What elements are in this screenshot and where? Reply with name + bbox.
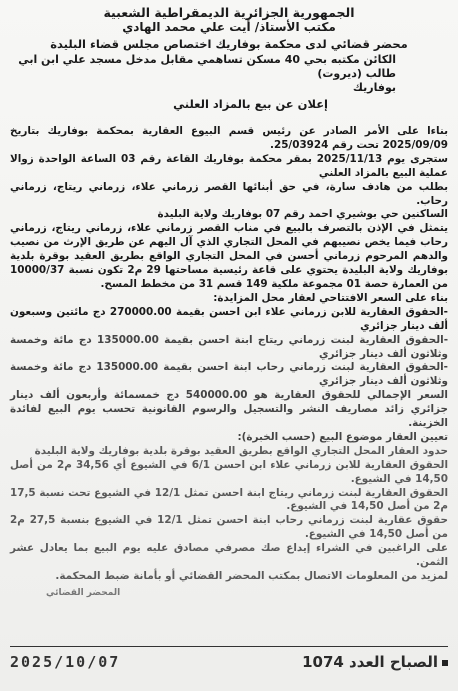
body-paragraph: الحقوق العقارية لبنت زرماني ريتاج ابنة احسن تمثل 12/1 في الشيوع تحت نسبة 17,5 م2 من أصل 14,50 في الشيوع. xyxy=(10,486,449,513)
body-paragraph: الحقوق العقارية للابن زرماني علاء ابن احسن 6/1 في الشيوع أي 34,56 م2 من أصل 14,50 في الشيوع. xyxy=(10,458,449,485)
notice-body xyxy=(10,125,448,584)
body-paragraph: حقوق عقارية لبنت زرماني رحاب ابنة احسن تمثل 12/1 في الشيوع بنسبة 27,5 م2 من أصل 14,50 في الشيوع. xyxy=(10,514,448,541)
body-paragraph: -الحقوق العقارية للابن زرماني علاء ابن احسن بقيمة 270000.00 دج مائتين وسبعون ألف دينار جزائري xyxy=(10,305,448,332)
header-bailiff: محضر قضائي لدى محكمة بوفاريك اختصاص مجلس قضاء البليدة xyxy=(50,37,408,51)
header-city: بوفاريك xyxy=(352,81,396,94)
body-paragraph: السعر الإجمالي للحقوق العقارية هو 540000.00 دج خمسمائة وأربعون ألف دينار جزائري زائد مصاريف النشر والتسجيل والرسوم القانونية تحسب يوم البيع لفائدة الخزينة. xyxy=(10,389,448,430)
newspaper-footer xyxy=(10,646,448,671)
header-address-line: الكائن مكتبه بحي 40 مسكن تساهمي مقابل مدخل مسجد علي ابن ابي طالب (ديروت) xyxy=(18,53,396,80)
body-paragraph: -الحقوق العقارية لبنت زرماني ريتاج ابنة احسن بقيمة 135000.00 دج مائة وخمسة وثلاثون ألف دينار جزائري xyxy=(10,333,449,360)
body-paragraph: -الحقوق العقارية لبنت زرماني رحاب ابنة احسن بقيمة 135000.00 دج مائة وخمسة وثلاثون ألف دينار جزائري xyxy=(10,361,448,388)
header-republic: الجمهورية الجزائرية الديمقراطية الشعبية xyxy=(103,5,355,20)
body-paragraph: يتمثل في الإذن بالتصرف بالبيع في مناب القصر زرماني علاء، زرماني ريتاج، زرماني رحاب فيما يخص نصيبهم في المحل التجاري الذي آل اليهم عن طريق الإرث من نصيب والدهم المرحوم زرماني أحسن في المحل التجاري الواقع بطريق العقيد بوقرة بلدية بوفاريك ولاية البليدة يحتوي على قاعة رئيسية مساحتها 29 م2 تكون نسبة 10000/37 من العمارة حصة 01 مجموعة ملكية 149 قسم 31 من مخطط المسح. xyxy=(10,222,449,290)
body-paragraph: على الراغبين في الشراء إيداع صك مصرفي مصادق عليه يوم البيع بما يعادل عشر الثمن. xyxy=(10,542,448,569)
header-office: مكتب الأستاذ/ أيت علي محمد الهادي xyxy=(122,20,336,34)
publication-date: 2025/10/07 xyxy=(10,653,121,671)
body-paragraph: تعيين العقار موضوع البيع (حسب الخبرة): xyxy=(237,430,448,443)
newspaper-issue xyxy=(302,653,448,671)
body-paragraph: بناء على السعر الافتتاحي لعقار محل المزايدة: xyxy=(213,291,448,304)
newspaper-issue-text: الصباح العدد 1074 xyxy=(302,653,438,671)
announcement-title: إعلان عن بيع بالمزاد العلني xyxy=(173,97,328,111)
body-paragraph: ستجرى يوم 2025/11/13 بمقر محكمة بوفاريك القاعة رقم 03 الساعة الواحدة زوالا عملية البيع بالمزاد العلني xyxy=(10,152,448,179)
body-paragraph: لمزيد من المعلومات الاتصال بمكتب المحضر القضائي أو بأمانة ضبط المحكمة. xyxy=(55,570,448,582)
signature-label: المحضر القضائي xyxy=(46,587,121,598)
body-paragraph: حدود العقار المحل التجاري الواقع بطريق العقيد بوقرة بلدية بوفاريك ولاية البليدة xyxy=(34,444,448,457)
square-bullet-icon xyxy=(442,660,448,666)
header-address xyxy=(10,53,448,95)
body-paragraph: بناءا على الأمر الصادر عن رئيس قسم البيوع العقارية بمحكمة بوفاريك بتاريخ 2025/09/09 تحت رقم 25/03924. xyxy=(10,125,448,151)
body-paragraph: بطلب من هادف سارة، في حق أبنائها القصر زرماني علاء، زرماني ريتاج، زرماني رحاب. xyxy=(10,180,448,207)
notice-header xyxy=(10,6,448,51)
body-paragraph: الساكنين حي بوشيري احمد رقم 07 بوفاريك ولاية البليدة xyxy=(157,208,448,221)
